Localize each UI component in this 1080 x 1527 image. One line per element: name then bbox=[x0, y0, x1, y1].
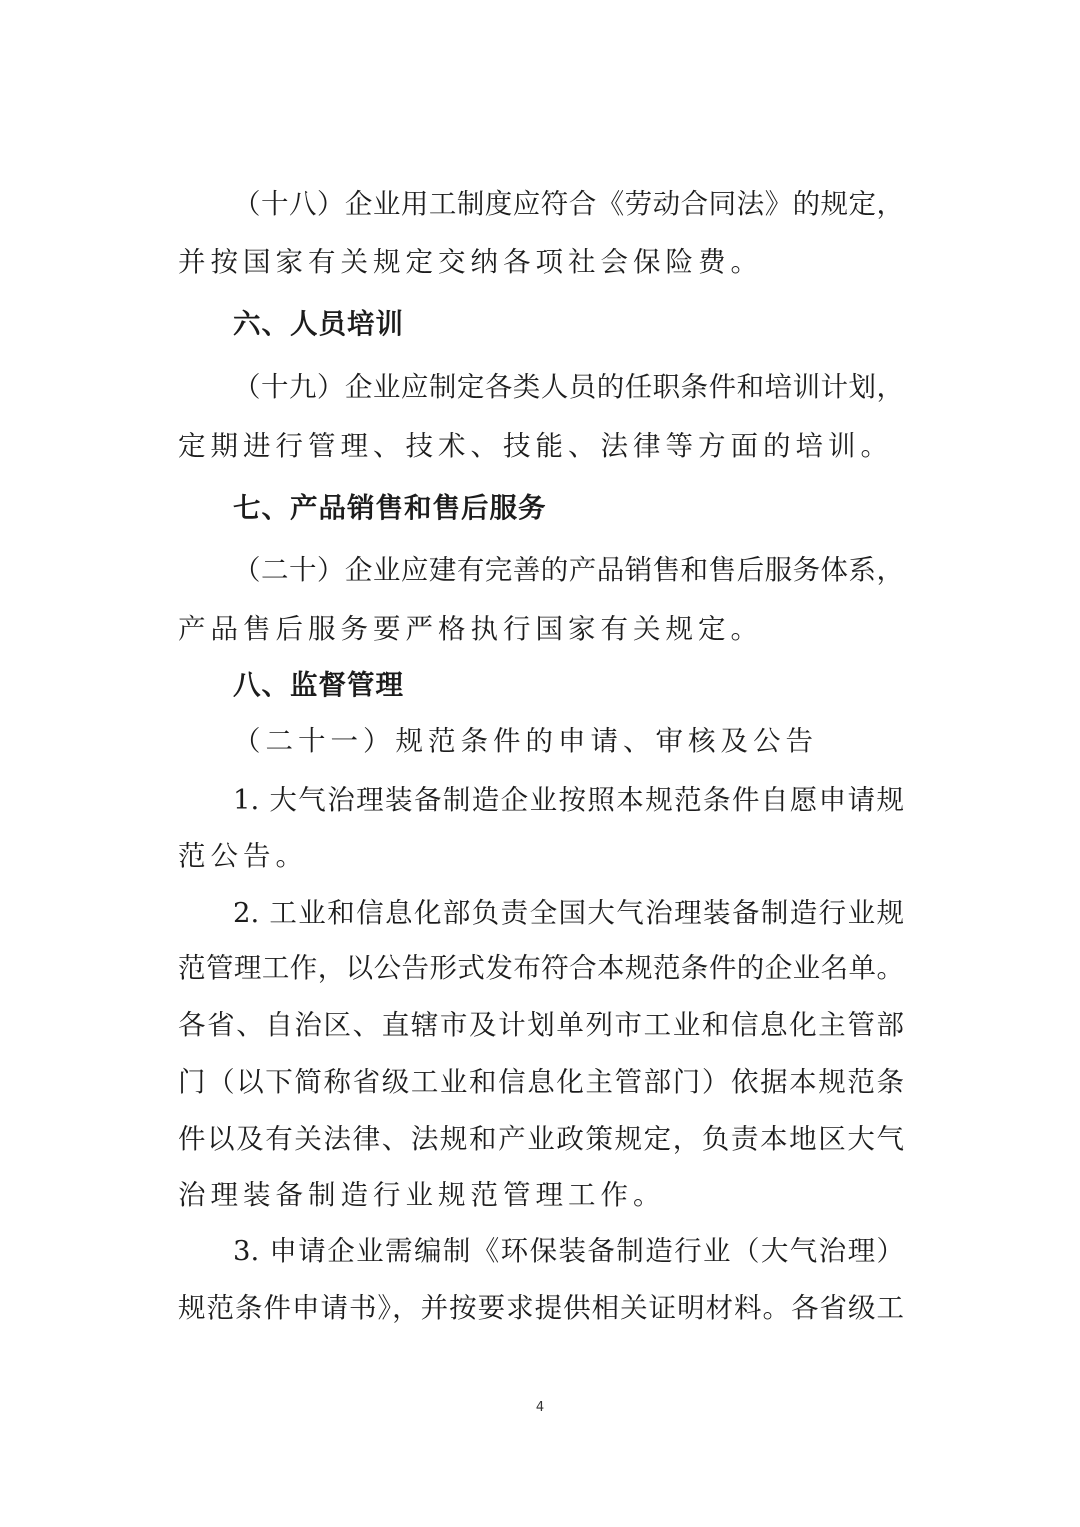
paragraph-19-line-1: （十九）企业应制定各类人员的任职条件和培训计划， bbox=[233, 371, 904, 403]
paragraph-20-line-1: （二十）企业应建有完善的产品销售和售后服务体系， bbox=[233, 554, 904, 586]
item-2-line-1: 2. 工业和信息化部负责全国大气治理装备制造行业规 bbox=[233, 897, 904, 929]
section-heading-6: 六、人员培训 bbox=[233, 308, 404, 340]
paragraph-20-line-2: 产品售后服务要严格执行国家有关规定。 bbox=[178, 613, 763, 645]
item-3-line-2: 规范条件申请书》，并按要求提供相关证明材料。各省级工 bbox=[178, 1292, 904, 1324]
item-2-line-3: 各省、自治区、直辖市及计划单列市工业和信息化主管部 bbox=[178, 1009, 904, 1041]
item-3-line-1: 3. 申请企业需编制《环保装备制造行业（大气治理） bbox=[233, 1235, 904, 1267]
item-2-line-6: 治理装备制造行业规范管理工作。 bbox=[178, 1179, 666, 1211]
section-heading-8: 八、监督管理 bbox=[233, 669, 404, 701]
paragraph-21-heading: （二十一）规范条件的申请、审核及公告 bbox=[233, 725, 818, 757]
item-1-line-1: 1. 大气治理装备制造企业按照本规范条件自愿申请规 bbox=[233, 784, 904, 816]
item-2-line-5: 件以及有关法律、法规和产业政策规定，负责本地区大气 bbox=[178, 1123, 904, 1155]
item-2-line-2: 范管理工作，以公告形式发布符合本规范条件的企业名单。 bbox=[178, 952, 904, 984]
paragraph-18-line-2: 并按国家有关规定交纳各项社会保险费。 bbox=[178, 246, 763, 278]
paragraph-19-line-2: 定期进行管理、技术、技能、法律等方面的培训。 bbox=[178, 430, 893, 462]
item-1-line-2: 范公告。 bbox=[178, 840, 308, 872]
section-heading-7: 七、产品销售和售后服务 bbox=[233, 492, 547, 524]
paragraph-18-line-1: （十八）企业用工制度应符合《劳动合同法》的规定， bbox=[233, 188, 904, 220]
page-number: 4 bbox=[535, 1400, 545, 1415]
item-2-line-4: 门（以下简称省级工业和信息化主管部门）依据本规范条 bbox=[178, 1066, 904, 1098]
